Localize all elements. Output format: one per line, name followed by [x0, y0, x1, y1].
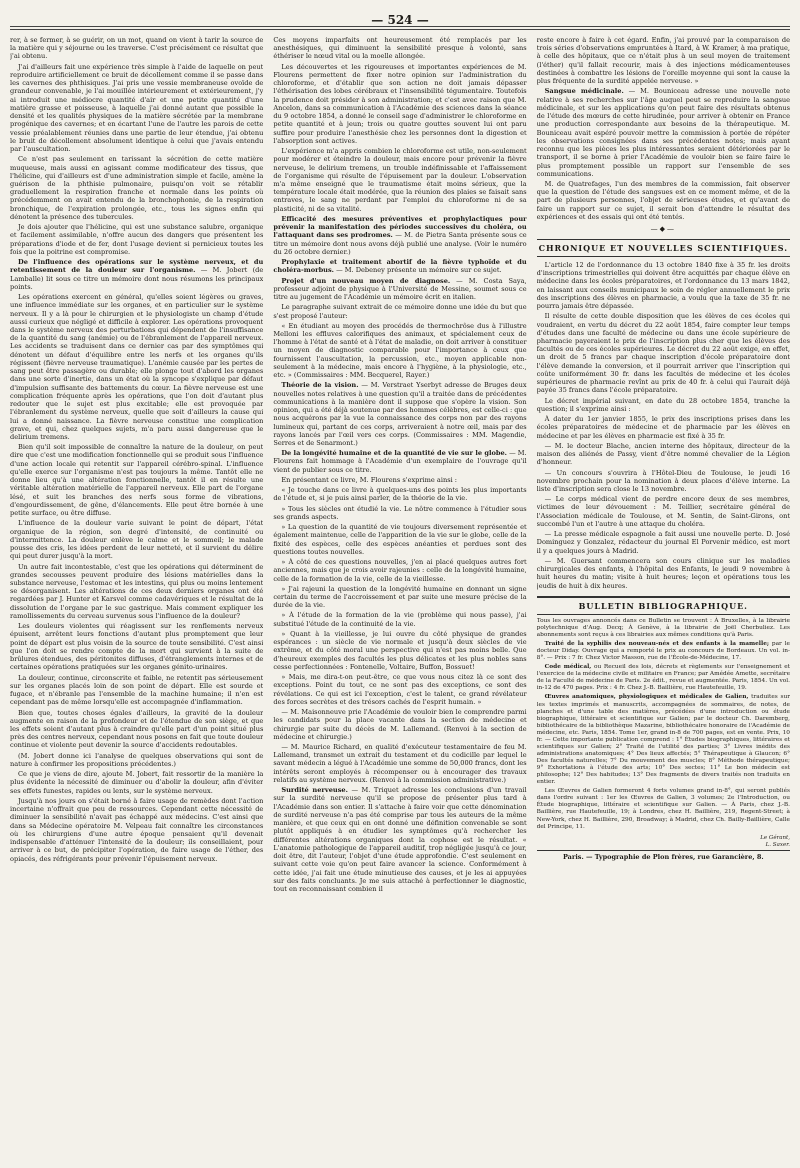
column-right	[537, 36, 790, 1156]
paragraph	[10, 63, 263, 154]
page-header	[10, 6, 790, 27]
paragraph	[273, 786, 526, 893]
paragraph	[537, 694, 790, 786]
paragraph-heading: Code médical,	[544, 664, 592, 671]
paragraph-heading: Œuvres anatomiques, physiologiques et médicales de Galien,	[544, 694, 749, 701]
paragraph	[537, 261, 790, 310]
paragraph-text: « En étudiant au moyen des procédés de thermochrôse dus à l'illustre Melloni les effluves calorifiques des animaux, et spécialement ceux de l'homme à l'état de santé et à l'état de maladie, on doit arriver à constituer un moyen de diagnostic comparable pour l'importance à ceux que fournissent l'auscultation, la percussion, etc., moyen applicable non-seulement à la médecine, mais encore à l'hygiène, à la physiologie, etc., etc. » (Commissaires : MM. Becquerel, Rayer.)	[273, 321, 527, 380]
paragraph	[273, 449, 526, 474]
paragraph-text: » La question de la quantité de vie toujours diversement représentée et également maintenue, celle de l'apparition de la vie sur le globe, celle de la fixité des espèces, celle des espèces anéanties et perdues sont des questions toutes nouvelles.	[273, 523, 527, 556]
paragraph-text: Il résulte de cette double disposition que les élèves de ces écoles qui voudraient, en vertu du décret du 22 août 1854, faire compter leur temps d'études dans une faculté de médecine ou dans une école supérieure de pharmacie payeraient le prix de l'inscription plus cher que les élèves des facultés ou de ces écoles supérieures. Le décret du 22 août exige, en effet, un droit de 5 francs par chaque inscription d'école préparatoire dont l'élève demande la conversion, et il pourrait arriver que l'inscription qui coûte uniformément 30 fr. dans les facultés de médecine et les écoles supérieures de pharmacie revînt au prix de 40 fr. à celui qui l'aurait déjà payée 35 francs dans l'école préparatoire.	[536, 312, 790, 395]
paragraph	[273, 381, 526, 447]
separator-ornament: —◆—	[650, 225, 677, 234]
paragraph	[537, 180, 790, 221]
paragraph-text: » À côté de ces questions nouvelles, j'en ai placé quelques autres fort anciennes, mais que je crois avoir rajeunies : celle de la longévité humaine, celle de la formation de la vie, celle de la vieillesse.	[273, 558, 527, 583]
paragraph	[10, 293, 263, 441]
paragraph	[537, 618, 790, 639]
paragraph	[10, 519, 263, 560]
paragraph	[273, 258, 526, 274]
paragraph-text: traduites sur les textes imprimés et manuscrits, accompagnées de sommaires, de notes, de planches et d'une table des matières, précédées d'une introduction ou étude biographique, littéraire et scientifique sur Galien; par le docteur Ch. Daremberg, bibliothécaire de la bibliothèque Mazarine, bibliothécaire honoraire de l'Académie de médecine, etc. Paris, 1854. Tome 1er, grand in-8 de 700 pages, est en vente. Prix, 10 fr. — Cette importante publication comprend : 1° Études biographiques, littéraires et scientifiques sur Galien; 2° Traité de l'utilité des parties; 3° Livres inédits des administrations anatomiques; 4° Des lieux affectés; 5° Thérapeutique à Glaucon; 6° Des facultés naturelles; 7° Du mouvement des muscles; 8° Méthode thérapeutique; 9° Exhortations à l'étude des arts; 10° Des sectes; 11° Le bon médecin est philosophe; 12° Des habitudes; 13° Des fragments de divers traités non traduits en entier.	[536, 694, 790, 786]
paragraph-heading: Surdité nerveuse.	[281, 786, 348, 795]
paragraph-text: » J'ai rajeuni la question de la longévité humaine en donnant un signe certain du terme de l'accroissement et par suite une mesure précise de la durée de la vie.	[273, 584, 527, 610]
paragraph-text: — M. Bouniceau adresse une nouvelle note relative à ses recherches sur l'âge auquel peut se reproduire la sangsue médicinale, et sur les applications qu'on peut faire des résultats obtenus de l'étude des mœurs de cette hirudinée, pour arriver à obtenir en France une production correspondante aux besoins de la thérapeutique. M. Bouniceau avait espéré pouvoir mettre la commission à portée de répéter les observations consignées dans ses précédentes notes; mais ayant reconnu que les pièces les plus intéressantes seraient détériorées par le transport, il se borne à prier l'Académie de vouloir bien se faire faire le plus promptement possible un rapport sur l'ensemble de ses communications.	[536, 87, 790, 178]
paragraph-text: — Un concours s'ouvrira à l'Hôtel-Dieu de Toulouse, le jeudi 16 novembre prochain pour la nomination à deux places d'élève interne. La liste d'inscription sera close le 13 novembre.	[536, 468, 790, 493]
paragraph-text: À dater du 1er janvier 1855, le prix des inscriptions prises dans les écoles préparatoires de médecine et de pharmacie par les élèves en médecine et par les élèves en pharmacie est fixé à 35 fr.	[536, 415, 790, 440]
paragraph	[537, 36, 790, 85]
paragraph-text: Les Œuvres de Galien formeront 4 forts volumes grand in-8°, qui seront publiés dans l'ordre suivant : 1er les Œuvres de Galien, 3 volumes; 2e l'Introduction, ou Étude biographique, littéraire et scientifique sur Galien. — À Paris, chez J.-B. Baillière, rue Hautefeuille, 19; à Londres, chez H. Baillière, 219, Regent-Street; à New-York, chez H. Baillière, 290, Broadway; à Madrid, chez Ch. Bailly-Baillière, Calle del Principe, 11.	[536, 788, 790, 830]
paragraph-text: — M. Flourens fait hommage à l'Académie d'un exemplaire de l'ouvrage qu'il vient de publier sous ce titre.	[273, 449, 527, 474]
paragraph-heading: Théorie de la vision.	[281, 381, 359, 390]
paragraph	[537, 557, 790, 590]
paragraph-text: Bien que, toutes choses égales d'ailleurs, la gravité de la douleur augmente en raison de la profondeur et de l'étendue de son siège, et que les effets soient d'autant plus à craindre qu'elle part d'un point situé plus près des centres nerveux, cependant nous posons en fait que toute douleur continue et violente peut devenir la source d'accidents redoutables.	[10, 708, 264, 750]
paragraph	[273, 558, 526, 583]
paragraph	[537, 415, 790, 440]
gerant-block	[537, 835, 790, 849]
paragraph-text: « Je touche dans ce livre à quelques-uns des points les plus importants de l'étude et, si je puis ainsi parler, de la théorie de la vie.	[273, 486, 527, 503]
paragraph-text: reste encore à faire à cet égard. Enfin, j'ai prouvé par la comparaison de trois séries d'observations empruntées à Itard, à W. Kramer, à ma pratique, à celle des hôpitaux, que ce n'était plus à un seul moyen de traitement (l'éther) qu'il fallait recourir, mais à des injections médicamenteuses destinées à combattre les lésions de l'oreille moyenne qui sont la cause la plus fréquente de la surdité appelée nerveuse. »	[536, 36, 790, 86]
paragraph	[537, 530, 790, 555]
printer-footer: Paris. — Typographie de Plon frères, rue Garancière, 8.	[537, 850, 790, 861]
paragraph	[10, 563, 263, 621]
paragraph-text: — La presse médicale espagnole a fait aussi une nouvelle perte. D. José Dominguez y Gonzalez, rédacteur du journal El Porvenir médico, est mort il y a quelques jours à Madrid.	[536, 530, 790, 555]
paragraph	[10, 443, 263, 517]
paragraph	[537, 397, 790, 413]
paragraph-text: — M. Guersant commencera son cours clinique sur les maladies chirurgicales des enfants, à l'hôpital des Enfants, le jeudi 9 novembre à huit heures du matin; visite à huit heures; leçon et opérations tous les jeudis de huit à dix heures.	[536, 556, 790, 590]
paragraph-text: » À l'étude de la formation de la vie (problème qui nous passe), j'ai substitué l'étude de la continuité de la vie.	[273, 611, 527, 628]
paragraph-text: — M. Maurice Richard, en qualité d'exécuteur testamentaire de feu M. Lallemand, transmet un extrait du testament et du codicille par lequel le savant médecin a légué à l'Académie une somme de 50,000 francs, dont les intérêts seront employés à récompenser ou à encourager des travaux relatifs au système nerveux. (Renvoi à la commission administrative.)	[273, 742, 527, 784]
paragraph	[273, 611, 526, 627]
paragraph	[273, 505, 526, 521]
chronique-body	[537, 261, 790, 590]
column-right-top	[537, 36, 790, 221]
paragraph-heading: Prophylaxie et traitement abortif de la fièvre typhoïde et du choléra-morbus.	[273, 258, 527, 275]
header-rule	[10, 29, 790, 30]
paragraph-text: » Mais, me dira-t-on peut-être, ce que vous nous citez là ce sont des exceptions. Point du tout, ce ne sont pas des exceptions, ce sont des révélations. Ce qui est ici l'exception, c'est le talent, ce grand révélateur des forces secrètes et des trésors cachés de l'esprit humain. »	[273, 673, 527, 706]
paragraph-text: L'article 12 de l'ordonnance du 13 octobre 1840 fixe à 35 fr. les droits d'inscriptions trimestrielles qui doivent être acquittés par chaque élève en médecine dans les écoles préparatoires, et l'ordonnance du 13 mars 1842, en laissant aux conseils municipaux le soin de régler annuellement le prix des inscriptions des élèves en pharmacie, a voulu que la taxe de 35 fr. ne pourra jamais être dépassée.	[536, 260, 790, 311]
paragraph-text: Ce n'est pas seulement en tarissant la sécrétion de cette matière muqueuse, mais aussi en agissant comme modificateur des tissus, que l'hélicine, qui d'ailleurs est d'une administration simple et facile, amène la guérison de la phthisie pulmonaire, puisqu'on voit se rétablir graduellement la respiration franche et normale dans les points où précédemment on avait entendu de la bronchophonie, de la respiration bronchique, de l'expiration prolongée, etc., tous les signes enfin qui dénotent la présence des tubercules.	[10, 155, 264, 221]
paragraph-text: — M. Maisonneuve prie l'Académie de vouloir bien le comprendre parmi les candidats pour la place vacante dans la section de médecine et chirurgie par suite du décès de M. Lallemand. (Renvoi à la section de médecine et chirurgie.)	[273, 708, 527, 741]
paragraph-text: L'influence de la douleur varie suivant le point de départ, l'état organique de la région, son degré d'intensité, de continuité ou d'intermittence. La douleur enlève le calme et le sommeil; le malade pousse des cris, les idées perdent de leur netteté, et il survient du délire qui peut durer jusqu'à la mort.	[10, 519, 264, 561]
chronique-title: CHRONIQUE ET NOUVELLES SCIENTIFIQUES.	[537, 239, 790, 257]
page	[10, 6, 790, 1162]
paragraph-text: M. de Quatrefages, l'un des membres de la commission, fait observer que la question de l'étude des sangsues est en ce moment même, et de la part de plusieurs personnes, l'objet de sérieuses études, et qu'avant de faire un rapport sur ce sujet, il serait bon d'attendre le résultat des expériences et des essais qui ont été tentés.	[536, 179, 790, 221]
paragraph	[273, 277, 526, 302]
paragraph-text: ou Recueil des lois, décrets et règlements sur l'enseignement et l'exercice de la médecine civile et militaire en France; par Amédée Amette, secrétaire de la Faculté de médecine de Paris. 2e édit., revue et augmentée. Paris, 1854. Un vol. in-12 de 470 pages. Prix : 4 fr. Chez J.-B. Baillière, rue Hautefeuille, 19.	[536, 664, 790, 692]
paragraph	[10, 36, 263, 61]
column-middle	[273, 36, 526, 1156]
paragraph-text: Je dois ajouter que l'hélicine, qui est une substance salubre, organique et facilement assimilable, n'offre aucun des dangers que présentent les préparations d'iode et de fer, dont l'usage devient si pernicieux toutes les fois que la poitrine est compromise.	[10, 223, 264, 256]
paragraph-text: En présentant ce livre, M. Flourens s'exprime ainsi :	[281, 475, 458, 484]
paragraph	[10, 223, 263, 256]
paragraph	[10, 770, 263, 795]
paragraph	[10, 752, 263, 768]
paragraph-text: — Le corps médical vient de perdre encore deux de ses membres, victimes de leur dévouement : M. Teillier, secrétaire général de l'Association médicale de Toulouse, et M. Sentin, de Saint-Girons, ont succombé l'un et l'autre à une attaque du choléra.	[536, 495, 790, 528]
paragraph-text: Ce que je viens de dire, ajoute M. Jobert, fait ressortir de la manière la plus évidente la nécessité de diminuer ou d'abolir la douleur, afin d'éviter ses effets funestes, rapides ou lents, sur le système nerveux.	[10, 770, 264, 795]
paragraph-text: Ces moyens imparfaits ont heureusement été remplacés par les anesthésiques, qui diminuent la sensibilité presque à volonté, sans éthériser le nœud vital ou la moelle allongée.	[273, 36, 527, 61]
paragraph	[273, 36, 526, 61]
paragraph	[537, 469, 790, 494]
paragraph-heading: Efficacité des mesures préventives et prophylactiques pour prévenir la manifestation des périodes successives du choléra, ou l'attaquant dans ses prodromes.	[273, 214, 527, 240]
gerant-name: L. Saxer.	[765, 841, 790, 848]
paragraph-text: — M. de Pietra Santa présente sous ce titre un mémoire dont nous avons déjà publié une analyse. (Voir le numéro du 26 octobre dernier.)	[273, 231, 527, 256]
paragraph	[10, 622, 263, 671]
paragraph-text: Les découvertes et les rigoureuses et importantes expériences de M. Flourens permettent de fixer notre opinion sur l'administration du chloroforme, et d'établir que son action ne doit jamais dépasser l'éthérisation des lobes cérébraux et l'insensibilité tégumentaire. Toutefois la prudence doit présider à son administration; et c'est avec raison que M. Ancelon, dans sa communication à l'Académie des sciences dans la séance du 9 octobre 1854, a donné le conseil sage d'administrer le chloroforme en petite quantité et à jeun; trois ou quatre gouttes souvent lui ont paru suffire pour produire l'anesthésie chez les personnes dont la digestion et l'absorption sont actives.	[273, 62, 527, 145]
paragraph	[273, 476, 526, 484]
column-left	[10, 36, 263, 1156]
paragraph	[273, 486, 526, 502]
paragraph-text: L'expérience m'a appris combien le chloroforme est utile, non-seulement pour modérer et éteindre la douleur, mais encore pour prévenir la fièvre nerveuse, le delirium tremens, un trouble indéfinissable et l'affaissement de l'organisme qui résulte de l'épuisement par la douleur. L'observation m'a même enseigné que le traumatisme était moins sérieux, que la température locale était modérée, que la réunion des plaies se faisait sans entraves, le sang ne perdant par l'emploi du chloroforme ni de sa plasticité, ni de sa vitalité.	[273, 147, 527, 213]
paragraph-text: Tous les ouvrages annoncés dans ce Bulletin se trouvent : À Bruxelles, à la librairie polytechnique d'Aug. Decq; À Genève, à la librairie de Joël Cherbuliez. Les abonnements sont reçus à ces librairies aux mêmes conditions qu'à Paris.	[536, 617, 790, 638]
paragraph-text: Les opérations exercent en général, qu'elles soient légères ou graves, une influence immédiate sur les organes, et en particulier sur le système nerveux. Il y a là pour le chirurgien et le physiologiste un champ d'étude aussi curieux que négligé et difficile à explorer. Les opérations provoquent dans le système nerveux des perturbations qui dépendent de l'insuffisance de la quantité du sang (anémie) ou de l'ébranlement de l'appareil nerveux. Les accidents se traduisent dans ce dernier cas par des symptômes qui dénotent un défaut d'équilibre entre les nerfs et les organes qu'ils régissent (fièvre nerveuse traumatique). L'anémie causée par les pertes de sang peut être passagère ou durable; elle plonge tout d'abord les organes dans une sorte d'inertie, dans un état où la syncope s'explique par défaut d'impulsion suffisante des battements du cœur. La fièvre nerveuse est une complication fréquente après les opérations, que l'on doit d'autant plus redouter que le sujet est plus excitable; elle est provoquée par l'ébranlement du système nerveux, quelle que soit d'ailleurs la cause qui lui a donné naissance. La fièvre nerveuse constitue une complication grave, et qui, chez quelques sujets, m'a paru aussi dangereuse que le delirium tremens.	[10, 293, 264, 442]
paragraph	[273, 303, 526, 319]
paragraph	[273, 215, 526, 256]
paragraph-heading: De la longévité humaine et de la quantité de vie sur le globe.	[281, 449, 507, 458]
paragraph-text: Un autre fait incontestable, c'est que les opérations qui déterminent de grandes secousses peuvent produire des lésions matérielles dans la substance nerveuse, l'estomac et les intestins, qui plus ou moins lentement se désorganisent. Les altérations de ces deux derniers organes ont été regardées par J. Hunter et Karsvel comme cadavériques et le résultat de la dissolution de l'organe par le suc gastrique. Mais comment expliquer les ramollissements du cerveau survenus sous l'influence de la douleur?	[10, 562, 264, 620]
paragraph	[273, 322, 526, 380]
gerant-label: Le Gérant,	[760, 834, 790, 841]
paragraph-heading: De l'influence des opérations sur le système nerveux, et du retentissement de la douleur sur l'organisme.	[10, 258, 264, 275]
paragraph	[10, 709, 263, 750]
paragraph-text: rer, à se fermer, à se guérir, on un mot, quand on vient à tarir la source de la matière qui y séjourne ou les traverse. C'est précisément ce résultat que j'ai obtenu.	[10, 36, 264, 61]
paragraph-text: — M. Triquet adresse les conclusions d'un travail sur la surdité nerveuse qu'il se propose de présenter plus tard à l'Académie dans son entier. Il s'attache à faire voir que cette dénomination de surdité nerveuse n'a pas été comprise par tous les auteurs de la même manière, et que ceux qui en ont donné une définition convenable se sont plutôt appliqués à en étudier les symptômes qu'à rechercher les différentes altérations organiques dont la cophose est le résultat. « L'anatomie pathologique de l'appareil auditif, trop négligée jusqu'à ce jour, doit être, dit l'auteur, l'objet d'une étude approfondie. C'est seulement en suivant cette voie qu'on peut faire avancer la science. Conformément à cette idée, j'ai fait une étude minutieuse des causes, et je les ai appuyées sur des faits concluants. Je me suis attaché à perfectionner le diagnostic, tout en reconnaissant combien il	[273, 786, 527, 893]
paragraph-text: Les douleurs violentes qui réagissent sur les renflements nerveux épuisent, arrêtent leurs fonctions d'autant plus promptement que leur point de départ est plus voisin de la source de toute sensibilité. C'est ainsi que l'on doit se rendre compte de la mort qui survient à la suite de brûlures étendues, des péritonites diffuses, d'étranglements internes et de certaines opérations pratiquées sur les organes génito-urinaires.	[10, 622, 264, 672]
paragraph	[537, 442, 790, 467]
paragraph	[10, 674, 263, 707]
columns	[10, 36, 790, 1156]
paragraph	[10, 258, 263, 291]
paragraph	[273, 585, 526, 610]
biblio-title: BULLETIN BIBLIOGRAPHIQUE.	[537, 596, 790, 615]
paragraph	[10, 155, 263, 221]
paragraph-text: (M. Jobert donne ici l'analyse de quelques observations qui sont de nature à confirmer les propositions précédentes.)	[10, 751, 264, 768]
paragraph-text: — M. Verstraet Yserbyt adresse de Bruges deux nouvelles notes relatives à une question qu'il a traitée dans de précédentes communications à la manière dont il suppose que s'opère la vision. Son opinion, qui a été déjà soutenue par des hommes célèbres, est celle-ci : que nous acquérons par la vue la connaissance des corps non par des rayons lumineux qui, partant de ces corps, arriveraient à notre œil, mais par des rayons lancés par l'œil vers ces corps. (Commissaires : MM. Magendie, Serres et de Senarmont.)	[273, 381, 527, 448]
paragraph-text: — M. Jobert (de Lamballe) lit sous ce titre un mémoire dont nous résumons les principaux points.	[10, 266, 264, 291]
paragraph-text: — M. le docteur Blache, ancien interne des hôpitaux, directeur de la maison des aliénés de Passy, vient d'être nommé chevalier de la Légion d'honneur.	[536, 441, 790, 467]
paragraph	[273, 63, 526, 145]
paragraph	[537, 495, 790, 528]
paragraph-text: Jusqu'à nos jours on s'était borné à faire usage de remèdes dont l'action incertaine n'offrait que peu de ressources. Cependant cette nécessité de diminuer la sensibilité n'avait pas échappé aux médecins. C'est ainsi que dans sa Médecine opératoire M. Velpeau fait connaître les circonstances où les chirurgiens d'une autre époque pensaient qu'il devenait indispensable d'atténuer l'intensité de la douleur; ils conseillaient, pour arriver à ce but, de précipiter l'opération, de faire usage de l'éther, des opiacés, des réfrigérants pour prévenir l'épuisement nerveux.	[10, 796, 264, 863]
paragraph	[273, 630, 526, 671]
paragraph	[273, 708, 526, 741]
paragraph	[537, 788, 790, 830]
paragraph	[273, 523, 526, 556]
paragraph	[537, 312, 790, 394]
paragraph-text: Le décret impérial suivant, en date du 28 octobre 1854, tranche la question; il s'exprime ainsi :	[536, 396, 790, 413]
paragraph-text: — M. Debeney présente un mémoire sur ce sujet.	[333, 266, 502, 275]
paragraph	[537, 87, 790, 178]
paragraph-text: — M. Costa Saya, professeur adjoint de physique à l'Université de Messine, soumet sous ce titre au jugement de l'Académie un mémoire écrit en italien.	[273, 276, 527, 302]
paragraph-heading: Projet d'un nouveau moyen de diagnose.	[281, 276, 451, 285]
paragraph-text: » Quant à la vieillesse, je lui ouvre du côté physique de grandes espérances : un siècle de vie normale et jusqu'à deux siècles de vie extrême, et du côté moral une perspective qui n'est pas moins belle. Que d'heureux exemples des facultés les plus délicates et les plus nobles sans cesse perfectionnées : Fontenelle, Voltaire, Buffon, Bossuet!	[273, 629, 527, 671]
paragraph-text: Bien qu'il soit impossible de connaître la nature de la douleur, on peut dire que c'est une modification fonctionnelle qui se produit sous l'influence d'une action locale qui retentit sur l'appareil cérébro-spinal. L'influence qu'elle exerce sur l'organisme n'est pas toujours la même. Tantôt elle ne donne lieu qu'à une altération fonctionnelle, tantôt il en résulte une véritable altération matérielle de l'appareil nerveux. Elle part de l'organe lésé, et suit les branches des nerfs sous forme de vibrations, d'engourdissement, de gêne, d'élancements. Elle peut être bornée à une petite surface, ou être diffuse.	[10, 443, 264, 518]
paragraph-text: La douleur, continue, circonscrite et faible, ne retentit pas sérieusement sur les organes placés loin de son point de départ. Elle est sourde et fugace, et n'ébranle pas l'ensemble de la machine humaine; il n'en est cependant pas de même lorsqu'elle est accompagnée d'inflammation.	[10, 673, 264, 707]
paragraph-text: J'ai d'ailleurs fait une expérience très simple à l'aide de laquelle on peut reproduire artificiellement ce bruit de décollement comme il se passe dans les cavernes des phthisiques. J'ai pris une vessie membraneuse ovoïde de grandeur convenable, je l'ai mouillée intérieurement et extérieurement, j'y ai introduit une médiocre quantité d'air et une petite quantité d'une matière grasse et poisseuse, à laquelle j'ai donné autant que possible la densité et les qualités physiques de la matière sécrétée par la membrane progénique des cavernes; et en écartant l'une de l'autre les parois de cette vessie préalablement réunies dans une partie de leur étendue, j'ai obtenu le bruit de décollement absolument identique à celui que j'avais entendu par l'auscultation.	[10, 62, 264, 154]
paragraph	[273, 743, 526, 784]
paragraph-text: Le paragraphe suivant extrait de ce mémoire donne une idée du but que s'est proposé l'auteur:	[273, 303, 527, 320]
biblio-body	[537, 618, 790, 831]
paragraph-text: par le docteur Diday. Ouvrage qui a remporté le prix au concours de Bordeaux. Un vol. in-8°. — Prix : 7 fr. Chez Victor Masson, rue de l'École-de-Médecine, 17.	[536, 641, 790, 662]
paragraph-text: » Tous les siècles ont étudié la vie. Le nôtre commence à l'étudier sous ses grands aspects.	[273, 504, 527, 521]
paragraph	[273, 673, 526, 706]
paragraph-heading: Traité de la syphilis des nouveau-nés et des enfants à la mamelle;	[544, 641, 770, 647]
paragraph	[537, 641, 790, 662]
page-number: — 524 —	[371, 13, 429, 27]
paragraph	[273, 147, 526, 213]
paragraph	[10, 797, 263, 863]
paragraph	[537, 664, 790, 692]
paragraph-heading: Sangsue médicinale.	[544, 87, 624, 96]
